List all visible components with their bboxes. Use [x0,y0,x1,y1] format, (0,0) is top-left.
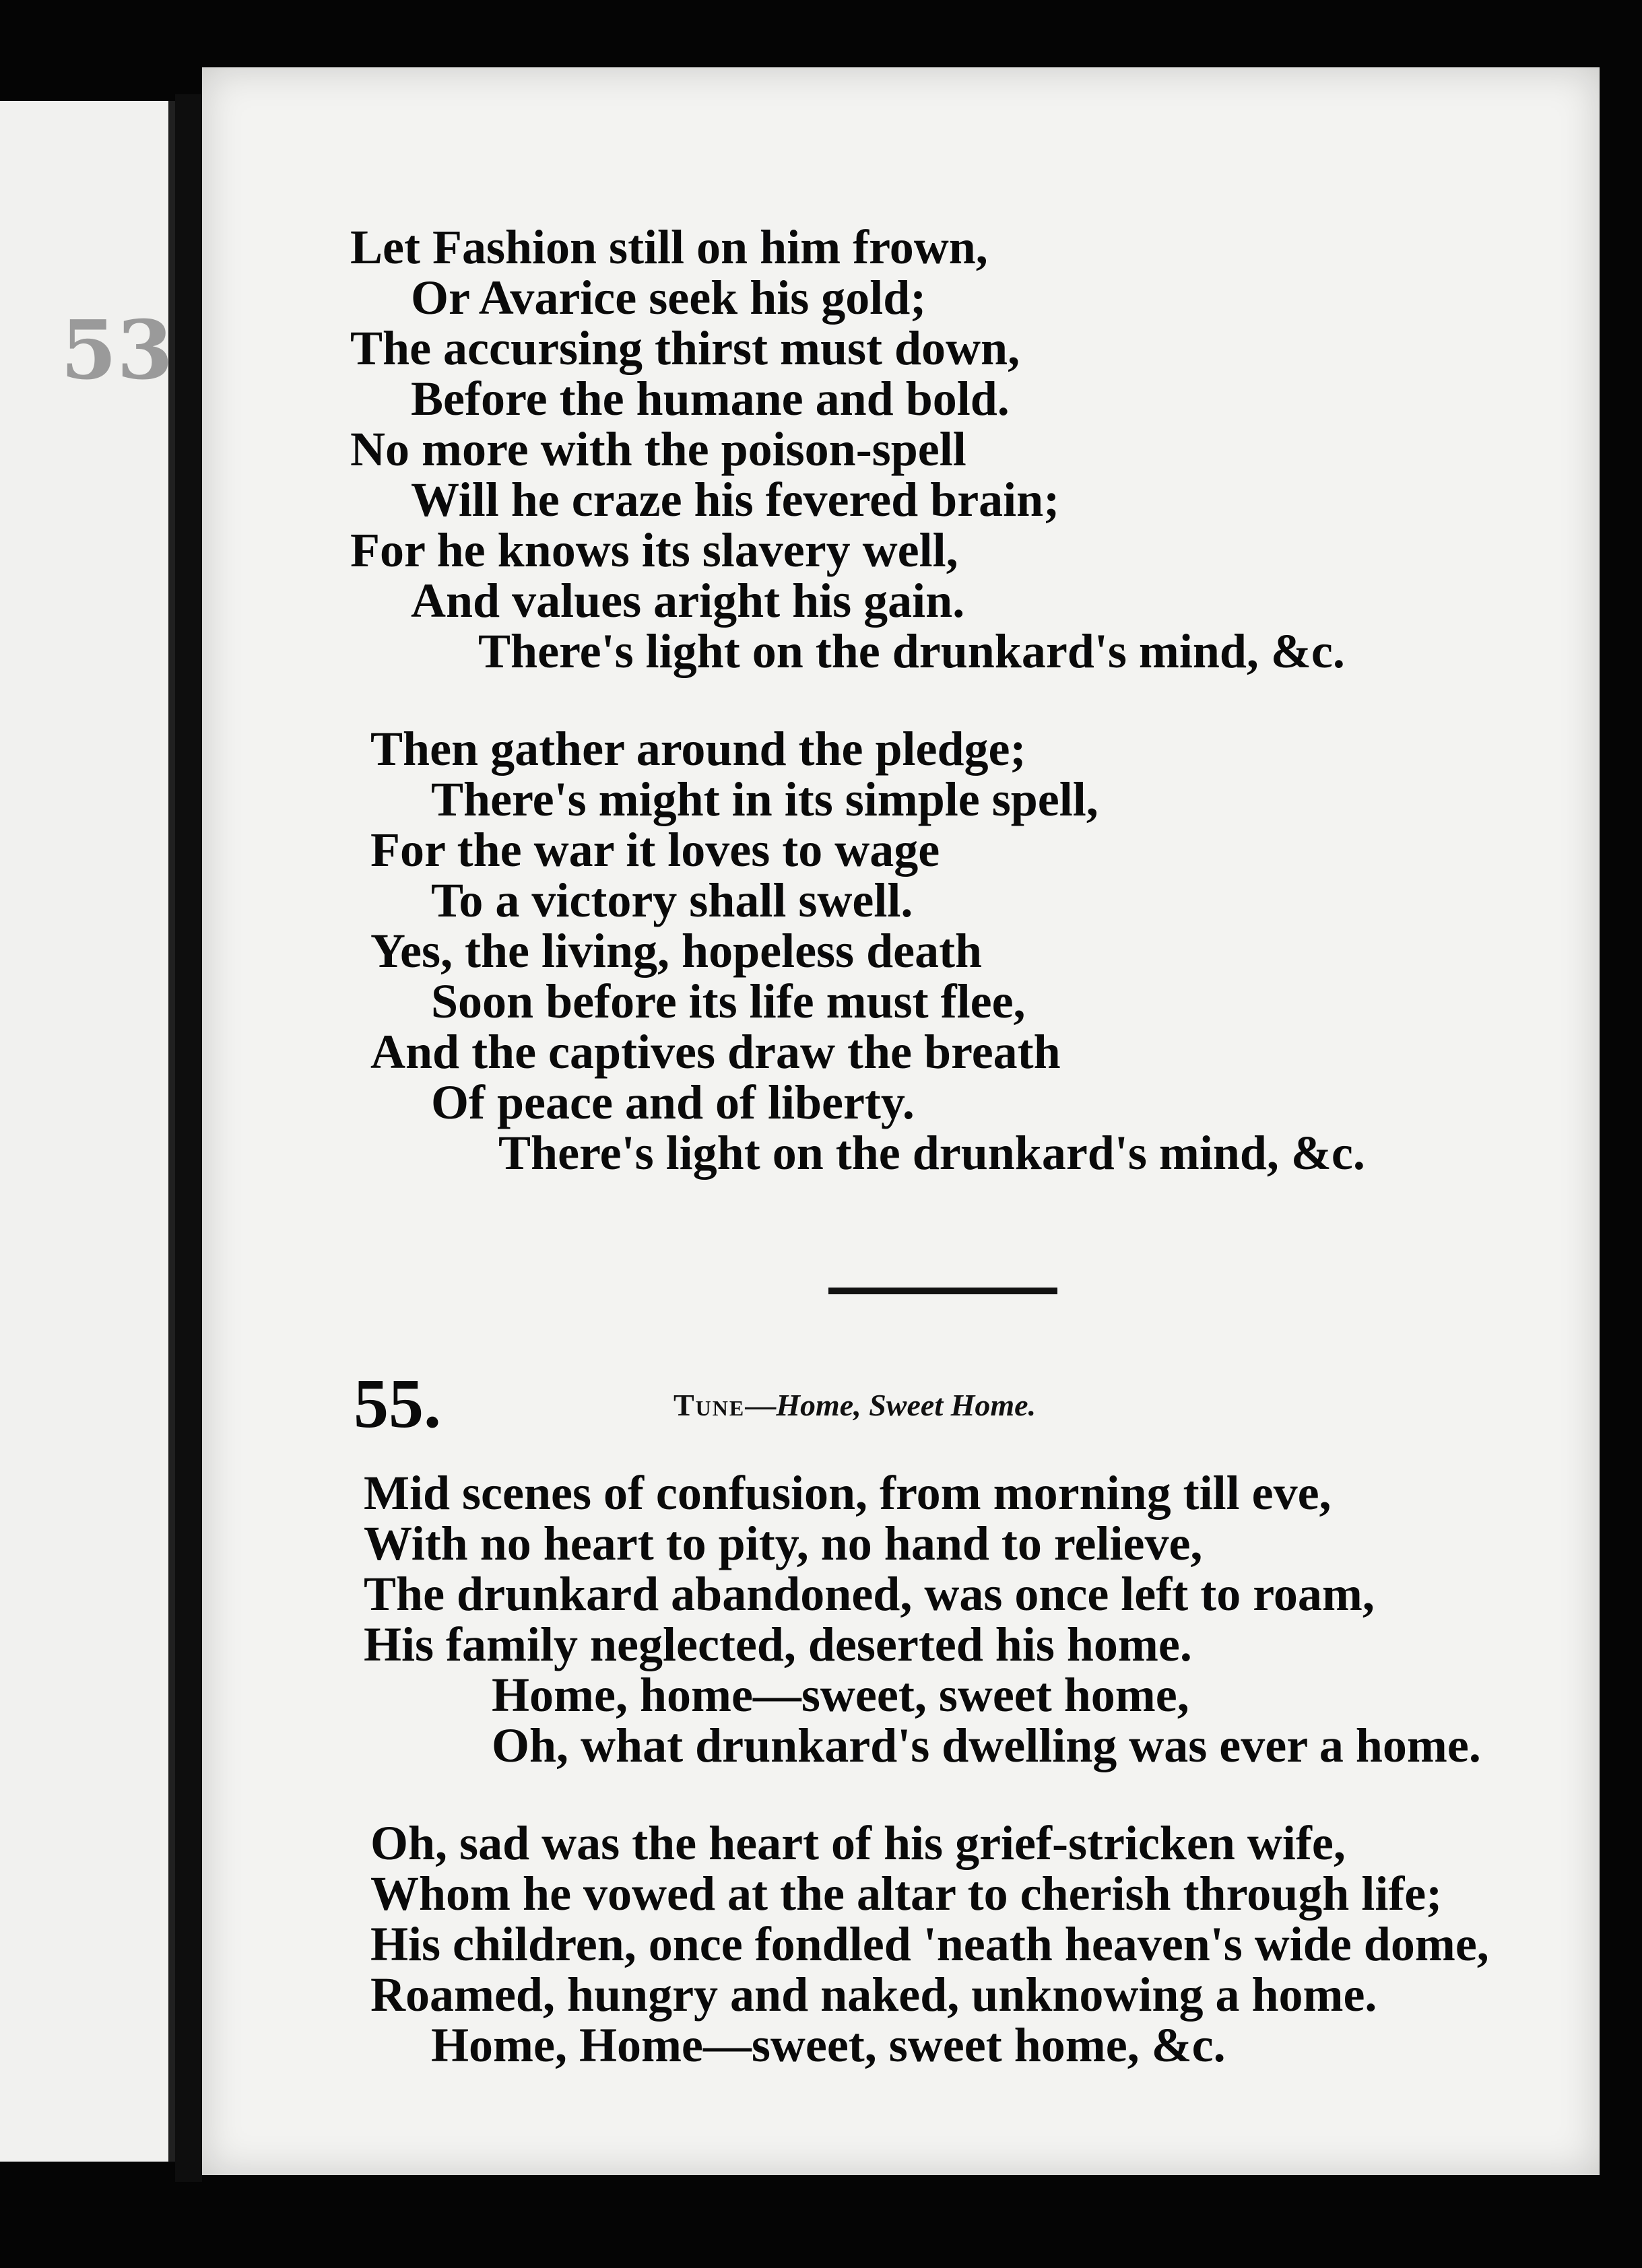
verse-line: There's might in its simple spell, [431,772,1098,826]
verse-line: His children, once fondled 'neath heaven's wide dome, [370,1917,1489,1971]
verse-line: Of peace and of liberty. [431,1075,915,1129]
book-gutter [175,94,202,2182]
verse-line: Whom he vowed at the altar to cherish through life; [370,1867,1443,1921]
verse-line: With no heart to pity, no hand to relieve, [364,1516,1203,1570]
verse-line: Or Avarice seek his gold; [411,271,927,325]
verse-line: Oh, sad was the heart of his grief-stricken wife, [370,1816,1346,1870]
verse-line: No more with the poison-spell [350,422,966,476]
tune-name: Home, Sweet Home. [776,1388,1037,1422]
verse-line: Let Fashion still on him frown, [350,220,988,274]
verse-line: Then gather around the pledge; [370,722,1026,776]
verse-refrain: Home, Home—sweet, sweet home, &c. [431,2018,1226,2072]
hymnal-page [202,67,1600,2175]
verse-line: Will he craze his fevered brain; [411,473,1060,527]
tune-label: Tune [674,1388,746,1422]
stanza-2 [370,724,1365,1178]
verse-line: And values aright his gain. [411,574,965,628]
verse-refrain: Home, home—sweet, sweet home, [492,1668,1189,1722]
verse-line: For the war it loves to wage [370,823,940,877]
show-through-texture [764,114,1573,170]
verse-line: Roamed, hungry and naked, unknowing a home. [370,1968,1377,2022]
section-divider [828,1288,1057,1294]
verse-line: Soon before its life must flee, [431,974,1026,1028]
verse-refrain: Oh, what drunkard's dwelling was ever a home. [492,1719,1481,1772]
verse-line: To a victory shall swell. [431,873,913,927]
facing-page-fragment [0,101,175,2162]
stanza-1 [350,222,1345,677]
hymn-number: 55. [354,1365,441,1442]
verse-line: The drunkard abandoned, was once left to roam, [364,1567,1375,1621]
stanza-3 [364,1468,1481,1771]
verse-line: Mid scenes of confusion, from morning till eve, [364,1466,1332,1520]
verse-line: Before the humane and bold. [411,372,1010,426]
verse-line: The accursing thirst must down, [350,321,1020,375]
verse-line: His family neglected, deserted his home. [364,1617,1192,1671]
verse-refrain: There's light on the drunkard's mind, &c. [498,1126,1365,1180]
facing-page-number: 53 [61,303,173,398]
verse-line: And the captives draw the breath [370,1025,1061,1079]
verse-line: Yes, the living, hopeless death [370,924,983,978]
verse-refrain: There's light on the drunkard's mind, &c. [478,624,1345,678]
tune-dash: — [745,1388,777,1422]
tune-heading [674,1387,1036,1423]
stanza-4 [370,1818,1489,2071]
verse-line: For he knows its slavery well, [350,523,958,577]
